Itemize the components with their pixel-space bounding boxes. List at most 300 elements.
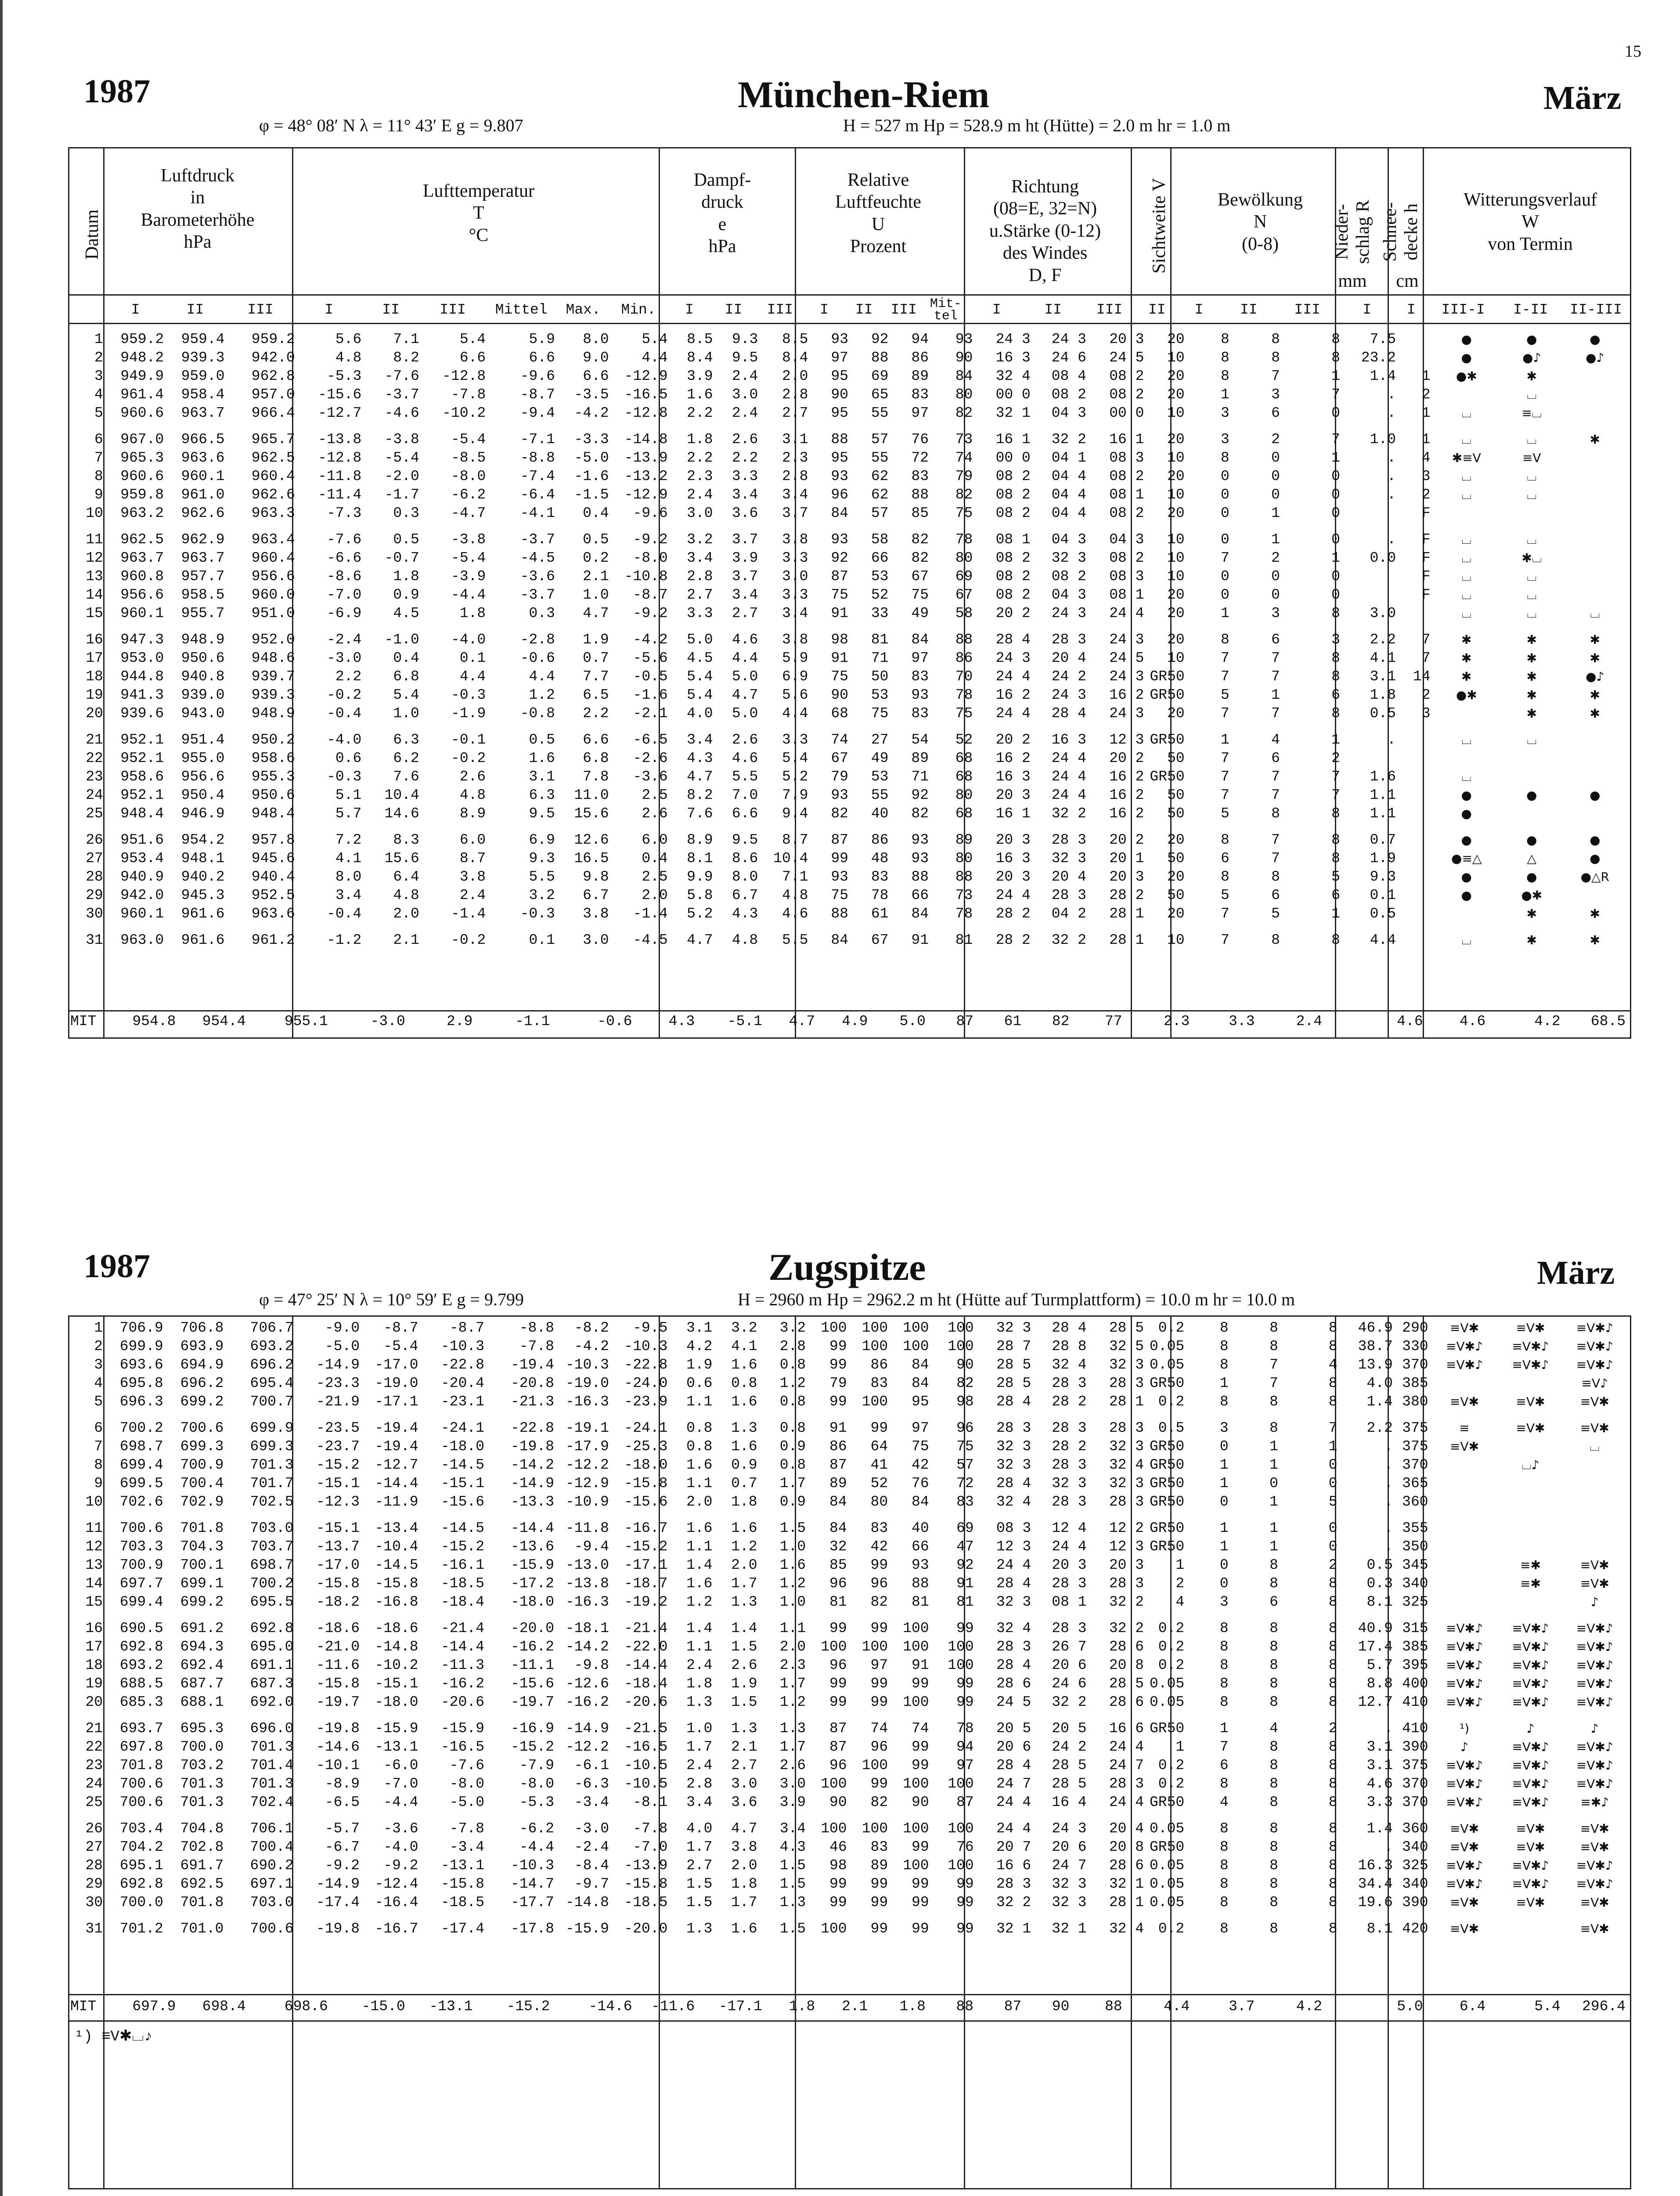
table-cell: 72 — [911, 450, 929, 466]
mean-cell: 698.6 — [284, 1998, 328, 2015]
table-cell: 1 — [1269, 1494, 1278, 1510]
table-cell: ¹) — [1459, 1721, 1470, 1736]
table-cell: 0.1 — [459, 650, 486, 666]
table-cell: 380 — [1402, 1394, 1428, 1410]
day-cell: 8 — [94, 1457, 103, 1473]
table-cell: 100 — [948, 1338, 974, 1354]
table-cell: 697.1 — [250, 1876, 294, 1892]
table-cell: -14.2 — [511, 1457, 555, 1473]
table-cell: 69 — [956, 1520, 974, 1536]
table-cell: 1.9 — [583, 632, 609, 648]
table-cell: 8 — [1269, 1857, 1278, 1874]
table-cell: -1.6 — [633, 687, 668, 703]
table-cell: 10 — [1167, 450, 1185, 466]
table-cell: 0.4 — [393, 650, 419, 666]
table-cell: 32 2 — [1109, 1620, 1144, 1636]
table-cell: 99 — [912, 1757, 929, 1773]
table-cell: 701.0 — [180, 1921, 224, 1937]
table-cell: -11.4 — [318, 487, 362, 503]
table-cell: -11.8 — [318, 468, 362, 484]
table-cell: 8 — [1328, 1757, 1338, 1773]
table-cell: 86 — [955, 650, 973, 666]
table-cell — [1399, 805, 1434, 827]
table-cell: -4.2 — [574, 405, 609, 421]
mean-cell: -15.2 — [506, 1998, 550, 2015]
table-cell: 20 5 — [996, 1720, 1031, 1737]
table-cell: 32 3 — [996, 1457, 1031, 1473]
table-cell: ✱ — [1526, 669, 1537, 684]
subheader: III — [247, 302, 274, 318]
table-cell: -15.2 — [441, 1539, 485, 1555]
table-cell: 8 — [1328, 1375, 1338, 1391]
day-cell: 21 — [86, 732, 103, 748]
table-cell: 940.8 — [181, 668, 225, 685]
table-cell: 8 — [1219, 1338, 1229, 1354]
table-cell: 10 — [1167, 487, 1185, 503]
table-cell: 8 — [1328, 1639, 1338, 1655]
table-cell: -22.8 — [441, 1357, 485, 1373]
table-cell: 84 — [831, 932, 848, 948]
table-cell: -5.4 — [451, 550, 486, 566]
table-cell: -1.5 — [574, 487, 609, 503]
table-cell: 100 — [821, 1776, 847, 1792]
table-cell: 49 — [871, 750, 889, 766]
table-cell: 24 2 — [1051, 668, 1086, 685]
table-cell: 956.6 — [181, 769, 225, 785]
table-cell: 20 8 — [1109, 1657, 1144, 1673]
zugspitze-footnote-rule — [68, 2020, 1631, 2022]
table-cell: 08 1 — [995, 531, 1031, 548]
table-cell: 87 — [829, 1457, 847, 1473]
table-row — [70, 1916, 1629, 1938]
table-cell: 99 — [870, 1676, 888, 1692]
table-cell: -5.0 — [574, 450, 609, 466]
table-cell: 24 4 — [995, 887, 1031, 903]
table-cell: 950.2 — [251, 732, 295, 748]
subheader: Min. — [621, 302, 656, 318]
table-cell: 685.3 — [119, 1694, 163, 1710]
table-cell: 08 1 — [1052, 1594, 1087, 1610]
table-cell: ≡V✱♪ — [1576, 1695, 1613, 1709]
table-cell: ≡V✱♪ — [1576, 1777, 1613, 1791]
table-cell: 5 — [1220, 687, 1229, 703]
mean-cell: 4.7 — [789, 1013, 815, 1029]
table-cell: 960.6 — [120, 468, 164, 484]
table-cell: 3.2 — [779, 1320, 806, 1336]
table-cell: 0.2 — [1158, 1639, 1185, 1655]
table-cell: 16 2 — [1109, 687, 1144, 703]
table-cell: 0.2 — [1158, 1921, 1185, 1937]
table-cell: 40 — [871, 805, 889, 822]
table-cell: 10 — [1167, 531, 1185, 548]
mean-cell: 1.8 — [899, 1998, 926, 2015]
table-cell: 0.2 — [1158, 1320, 1185, 1336]
day-cell: 14 — [86, 587, 103, 603]
table-cell: 7 — [1271, 832, 1280, 848]
table-cell: 100 — [948, 1857, 974, 1874]
table-cell: 2.3 — [687, 468, 713, 484]
table-cell: 82 — [956, 1375, 974, 1391]
table-cell: 7.1 — [782, 869, 808, 885]
table-cell: -15.2 — [624, 1539, 668, 1555]
table-cell: ≡V✱♪ — [1446, 1758, 1483, 1773]
table-cell: ✱ — [1590, 432, 1601, 447]
table-cell: ≡V✱♪ — [1512, 1758, 1549, 1773]
table-cell — [1432, 1456, 1501, 1474]
table-cell: 390 — [1402, 1894, 1428, 1911]
table-cell: 2.3 — [779, 1657, 806, 1673]
table-cell: 32 2 — [1051, 431, 1086, 448]
table-cell: 75 — [955, 705, 973, 722]
table-cell: 0 — [1331, 587, 1340, 603]
table-cell: 960.0 — [251, 587, 295, 603]
table-cell: -9.6 — [520, 368, 555, 384]
table-cell: 28 3 — [1052, 1420, 1087, 1436]
table-cell: 2.8 — [782, 468, 808, 484]
table-cell: 2.6 — [459, 769, 486, 785]
table-cell: 960.6 — [120, 405, 164, 421]
table-cell — [1432, 1556, 1501, 1575]
table-cell — [1564, 1474, 1629, 1493]
table-cell — [1399, 786, 1434, 805]
table-cell: 42 — [912, 1457, 929, 1473]
table-cell: 88 — [955, 869, 973, 885]
table-cell: ✱ — [1590, 651, 1601, 665]
table-cell: 385 — [1402, 1639, 1428, 1655]
day-cell: 25 — [85, 1794, 103, 1810]
table-cell — [1565, 486, 1629, 504]
zugspitze-mean-row — [70, 1997, 1629, 2016]
table-cell: -8.7 — [520, 386, 555, 403]
table-cell: 99 — [956, 1894, 974, 1911]
table-cell: 7 — [1220, 550, 1229, 566]
table-cell: ≡V✱♪ — [1446, 1858, 1483, 1873]
table-cell: 100 — [821, 1820, 847, 1837]
table-cell: 96 — [870, 1739, 888, 1755]
table-cell: 2.5 — [642, 787, 668, 803]
table-cell: 692.8 — [250, 1620, 294, 1636]
table-cell: 6.9 — [529, 832, 555, 848]
munich-coordinates: φ = 48° 08′ N λ = 11° 43′ E g = 9.807 — [259, 116, 523, 135]
table-cell: ≡V✱♪ — [1576, 1877, 1613, 1891]
table-cell: 2.2 — [687, 405, 713, 421]
table-cell: 32 3 — [1051, 850, 1086, 867]
table-cell: 3.9 — [732, 550, 758, 566]
table-cell: -2.8 — [520, 632, 555, 648]
table-cell: 8 — [1328, 1876, 1338, 1892]
table-cell: 7.7 — [583, 668, 609, 685]
table-cell: 690.5 — [119, 1620, 163, 1636]
table-cell: -17.0 — [375, 1357, 418, 1373]
table-cell: -17.2 — [511, 1575, 555, 1592]
munich-header-humidity: Relative Luftfeuchte U Prozent — [835, 170, 921, 257]
table-cell: 1 — [1219, 1375, 1229, 1391]
table-cell: 24 2 — [1052, 1739, 1087, 1755]
table-cell: 3.0 — [782, 568, 808, 585]
table-cell: 0 — [1328, 1539, 1338, 1555]
table-cell: -2.4 — [574, 1839, 609, 1855]
table-cell: 3.4 — [732, 487, 758, 503]
table-cell: ✱ — [1526, 907, 1537, 921]
table-cell: ● — [1526, 788, 1537, 802]
table-cell: ⌴ — [1461, 769, 1471, 784]
table-cell: △ — [1527, 851, 1537, 866]
table-cell: 87 — [831, 832, 848, 848]
table-cell: 49 — [911, 605, 929, 621]
table-cell: -8.6 — [327, 568, 362, 585]
table-cell: -24.1 — [441, 1420, 485, 1436]
day-cell: 27 — [85, 1839, 103, 1855]
table-cell: 2.4 — [732, 405, 758, 421]
table-cell: 32 1 — [1052, 1921, 1087, 1937]
table-row — [70, 1575, 1629, 1593]
table-cell: 693.6 — [119, 1357, 163, 1373]
table-cell: 1.3 — [731, 1594, 757, 1610]
table-cell: 04 4 — [1051, 487, 1086, 503]
table-cell: 963.7 — [181, 550, 225, 566]
table-cell: -0.2 — [451, 932, 486, 948]
table-cell — [1399, 905, 1434, 927]
table-cell: 703.0 — [250, 1520, 294, 1536]
table-cell: -3.5 — [574, 386, 609, 403]
table-cell: 8 — [1220, 350, 1229, 366]
table-cell: 0.2 — [1158, 1757, 1185, 1773]
table-cell: ✱⌴ — [1521, 551, 1542, 565]
table-cell — [1565, 549, 1629, 567]
table-cell: 100 — [862, 1338, 888, 1354]
table-cell: 83 — [911, 668, 929, 685]
table-cell: F — [1421, 531, 1431, 548]
table-cell: 1 — [1271, 531, 1280, 548]
table-cell: 20 6 — [1052, 1657, 1087, 1673]
table-cell: 1.6 — [731, 1921, 757, 1937]
table-cell: 0 — [1331, 468, 1340, 484]
table-cell: ≡V✱♪ — [1512, 1740, 1549, 1754]
table-cell: 1 — [1421, 405, 1431, 421]
table-cell: 0.6 — [686, 1375, 713, 1391]
table-cell: 7 — [1271, 787, 1280, 803]
table-cell: -23.7 — [316, 1438, 360, 1455]
table-cell: -18.2 — [316, 1594, 360, 1610]
table-cell: 0 — [1331, 405, 1340, 421]
table-cell: GR50 — [1149, 1375, 1185, 1391]
munich-subheader-rule — [68, 323, 1631, 324]
subheader: III — [890, 302, 917, 318]
table-cell: -10.2 — [375, 1657, 418, 1673]
table-cell: 1.8 — [393, 568, 419, 585]
table-cell: 99 — [956, 1676, 974, 1692]
table-cell: 8 — [1328, 1921, 1338, 1937]
table-cell: 32 3 — [996, 1438, 1031, 1455]
table-cell: 48 — [871, 850, 889, 867]
table-cell: 330 — [1402, 1338, 1428, 1354]
table-cell: 702.6 — [119, 1494, 163, 1510]
table-cell: 6 — [1271, 750, 1280, 766]
table-cell: 6.6 — [583, 368, 609, 384]
table-cell: -20.0 — [624, 1921, 668, 1937]
table-cell: 20 3 — [1109, 1557, 1144, 1573]
table-cell: . — [1387, 468, 1396, 484]
table-cell — [1399, 349, 1434, 367]
table-row — [70, 367, 1629, 386]
table-cell: 1.1 — [686, 1475, 713, 1492]
table-cell: 10 — [1167, 650, 1185, 666]
table-cell: 4.3 — [779, 1839, 806, 1855]
table-cell: 04 3 — [1051, 405, 1086, 421]
table-row — [70, 1875, 1629, 1893]
table-cell: 24 6 — [1052, 1676, 1087, 1692]
day-cell: 20 — [86, 705, 103, 722]
table-cell: -21.5 — [624, 1720, 668, 1737]
table-cell: 68 — [955, 805, 973, 822]
table-cell: -15.6 — [318, 386, 362, 403]
table-cell: GR50 — [1149, 1794, 1185, 1810]
table-cell: 8 — [1331, 350, 1340, 366]
table-cell: 4.8 — [393, 887, 419, 903]
table-cell: ✱≡V — [1452, 451, 1481, 465]
table-cell: 960.8 — [120, 568, 164, 585]
table-cell: -7.6 — [327, 531, 362, 548]
table-cell: -19.0 — [375, 1375, 418, 1391]
munich-mean-rule — [68, 1010, 1631, 1011]
table-cell: 2 — [1421, 386, 1431, 403]
table-cell: 20 — [1167, 705, 1185, 722]
table-cell: 962.5 — [251, 450, 295, 466]
table-cell: 99 — [956, 1876, 974, 1892]
table-cell: -17.4 — [441, 1921, 485, 1937]
table-cell: 0 — [1220, 468, 1229, 484]
table-cell: 953.0 — [120, 650, 164, 666]
table-cell: -21.9 — [316, 1394, 360, 1410]
table-cell: -6.5 — [633, 732, 668, 748]
table-cell: 75 — [831, 887, 848, 903]
table-cell: 20 — [1167, 632, 1185, 648]
table-row — [70, 404, 1629, 426]
table-cell: -3.4 — [449, 1839, 485, 1855]
table-cell: 24 4 — [1109, 1739, 1144, 1755]
table-cell — [1565, 886, 1629, 905]
table-cell: 15.6 — [574, 805, 609, 822]
table-cell: 2 — [1271, 431, 1280, 448]
table-cell — [1565, 467, 1629, 486]
table-cell: 3.3 — [1366, 1794, 1393, 1810]
mean-cell: -1.1 — [515, 1013, 550, 1029]
table-cell: 20 3 — [995, 832, 1031, 848]
table-cell: 99 — [829, 1338, 847, 1354]
table-cell: ● — [1526, 332, 1537, 347]
table-cell: 20 6 — [1052, 1839, 1087, 1855]
subheader: I — [992, 302, 1001, 318]
table-cell: 92 — [911, 787, 929, 803]
table-cell: 0 — [1328, 1520, 1338, 1536]
table-cell: 67 — [831, 750, 848, 766]
table-cell: 93 — [831, 468, 848, 484]
table-cell: 20 — [1167, 331, 1185, 347]
table-cell: 24 4 — [1051, 769, 1086, 785]
table-cell — [1344, 504, 1399, 527]
mean-cell: 4.6 — [1459, 1013, 1486, 1029]
table-cell: 5.0 — [732, 705, 758, 722]
table-cell: 1.3 — [686, 1921, 713, 1937]
table-cell: 694.3 — [180, 1639, 224, 1655]
mean-cell: 88 — [1105, 1998, 1122, 2015]
table-cell: 53 — [871, 687, 889, 703]
table-cell: -6.2 — [519, 1820, 555, 1837]
table-cell: 956.6 — [120, 587, 164, 603]
table-cell: 2.0 — [731, 1557, 757, 1573]
table-cell: ≡V✱ — [1449, 1394, 1479, 1409]
table-cell: 957.0 — [251, 386, 295, 403]
table-cell: ● — [1590, 833, 1601, 847]
table-cell: -8.0 — [633, 550, 668, 566]
table-cell: 375 — [1402, 1420, 1428, 1436]
table-cell: -0.1 — [451, 732, 486, 748]
table-cell: -14.8 — [624, 431, 668, 448]
table-cell: 963.6 — [251, 906, 295, 922]
table-cell: 1 — [1269, 1457, 1278, 1473]
table-cell: 16 3 — [995, 850, 1031, 867]
table-cell: 0.05 — [1149, 1676, 1185, 1692]
table-cell: -14.4 — [375, 1475, 418, 1492]
table-cell: 410 — [1402, 1720, 1428, 1737]
table-cell: -14.9 — [316, 1357, 360, 1373]
table-cell: 100 — [948, 1639, 974, 1655]
table-cell: 75 — [831, 668, 848, 685]
table-cell: 91 — [831, 605, 848, 621]
table-cell: 74 — [912, 1720, 929, 1737]
table-cell: 2.0 — [393, 906, 419, 922]
table-cell: 5.9 — [529, 331, 555, 347]
mean-cell: 954.8 — [132, 1013, 176, 1029]
table-cell: 0 — [1220, 505, 1229, 521]
table-cell: 97 — [870, 1657, 888, 1673]
table-cell: ⌴ — [1527, 606, 1537, 621]
table-row — [70, 1356, 1629, 1374]
table-cell: -1.2 — [327, 932, 362, 948]
table-cell: 99 — [829, 1876, 847, 1892]
table-cell: 1 — [1220, 605, 1229, 621]
table-cell: 5.4 — [642, 331, 668, 347]
table-cell: -0.2 — [451, 750, 486, 766]
table-cell: ≡V✱ — [1449, 1840, 1479, 1854]
table-cell: -15.1 — [441, 1475, 485, 1492]
day-cell: 23 — [85, 1757, 103, 1773]
table-cell: 950.6 — [181, 650, 225, 666]
mean-row — [70, 1012, 1629, 1031]
table-cell: 93 — [831, 787, 848, 803]
table-cell: 55 — [871, 405, 889, 421]
table-cell: -14.5 — [375, 1557, 418, 1573]
table-cell: 100 — [862, 1639, 888, 1655]
table-cell: 28 6 — [1109, 1694, 1144, 1710]
table-cell: -21.4 — [441, 1620, 485, 1636]
table-cell: 8 — [1331, 805, 1340, 822]
table-cell: 695.4 — [250, 1375, 294, 1391]
day-cell: 21 — [85, 1720, 103, 1737]
table-cell: 700.4 — [180, 1475, 224, 1492]
table-cell: 8 — [1271, 869, 1280, 885]
table-cell: 8 — [1331, 650, 1340, 666]
zugspitze-mean-rule — [68, 1994, 1631, 1995]
table-cell: 2.5 — [642, 869, 668, 885]
table-cell: 699.9 — [119, 1338, 163, 1354]
table-cell: 699.2 — [180, 1594, 224, 1610]
table-row — [70, 1893, 1629, 1916]
table-cell: 88 — [831, 906, 848, 922]
subheader: Mit- tel — [930, 296, 962, 324]
table-cell: 93 — [911, 687, 929, 703]
table-cell: 948.1 — [181, 850, 225, 867]
